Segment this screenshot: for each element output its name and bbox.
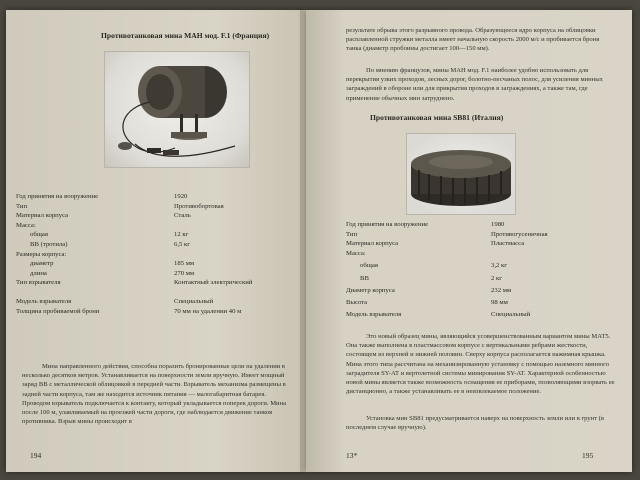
right-top-text-2: По мнению французов, мины МАН мод. F.1 наиболее удобно использовать для перекрытия узких проходов, лесных дорог, болотно-песчаных полос, для усиления минных заграждений в обороне или для прикрытия проходов в заграждениях, а также там, где применение обычных мин затруднено. — [346, 67, 603, 102]
spec-row: общая 3,2 кг — [360, 262, 508, 270]
left-body-text: Мина направленного действия, способна поразить бронированные цели на удалении в несколько десятков метров. Устанавливается на поверхности земли вручную. Имеет мощный заряд ВВ с металлической облицовкой в передней части. Взрыватель механизма размещены в задней части корпуса, там же находится источник питания — малогабаритная батарея. Проводом взрыватель подключается к контакту, который укладывается поперек дороги. Мина после 100 м, улавливаемый на проезжей части дороги, где наблюдается движение танков противника. Взрыв мины происходит в — [22, 363, 287, 426]
spec-row: Модель взрывателя Специальный — [16, 298, 214, 306]
right-body-text-1: Это новый образец мины, являющийся усовершенствованным вариантом мины МАТ5. Она также выполнена в пластмассовом корпусе с вертикальными ребрами жесткости, состоящем из верхней и нижней половин. Сверху корпуса располагается нажимная крышка. Мина этого типа рассчитана на механизированную установку с помощью наземного минного заградителя SY-AT и вертолетной системы минирования SY-AT. Характерной особенностью новой мины является также возможность оснащения ее приборами, позволяющими взорвать ее дистанционно, а также устанавливать ее в неизвлекаемое положение. — [346, 333, 615, 396]
spec-row: Размеры корпуса: — [16, 250, 67, 258]
mine-photo-sb81 — [406, 133, 516, 215]
spec-row: Год принятия на вооружение 1980 — [346, 221, 505, 228]
spec-row: Год принятия на вооружение 1920 — [16, 193, 188, 200]
mine-photo-man-f1 — [104, 51, 250, 168]
right-page-title: Противотанковая мина SB81 (Италия) — [370, 113, 504, 122]
right-page-number: 195 — [582, 451, 594, 460]
mine-image — [407, 134, 515, 214]
left-spec-table — [16, 193, 301, 327]
left-page-title: Противотанковая мина МАН мод. F.1 (Франция) — [101, 31, 270, 40]
spec-row: ВВ 2 кг — [360, 275, 503, 283]
spec-row: длина 270 мм — [30, 269, 195, 277]
spec-row: Тип Противогусеничная — [346, 230, 548, 238]
spec-row: ВВ (тротила) 6,5 кг — [30, 240, 191, 248]
spec-row: Масса: — [16, 221, 36, 229]
right-page — [306, 10, 632, 472]
spec-row: Материал корпуса Сталь — [16, 212, 191, 220]
spec-row: Материал корпуса Пластмасса — [346, 240, 525, 248]
right-top-text-1: результате обрыва этого разрывного провода. Образующееся ядро корпуса на облицовки расплавленной стружки металла имеет начальную скорость 2000 м/с и пробивается броня танка (диаметр пробоины достигает 100—150 мм). — [346, 27, 600, 53]
spec-row: диаметр 185 мм — [30, 260, 195, 268]
spec-row: Масса: — [346, 249, 366, 257]
spec-row: общая 12 кг — [30, 231, 189, 239]
left-page-number: 194 — [30, 451, 42, 460]
spec-row: Тип взрывателя Контактный электрический — [16, 279, 253, 287]
spec-row: Толщина пробиваемой брони 70 мм на удалении 40 м — [16, 307, 242, 315]
spec-row: Модель взрывателя Специальный — [346, 311, 531, 319]
signature-mark: 13* — [346, 451, 358, 460]
spec-row: Тип Противобортовая — [16, 202, 224, 210]
spec-row: Высота 98 мм — [346, 299, 508, 307]
right-body-text-2: Установка мин SB81 предусматривается наверх на поверхность земли или в грунт (в последнем случае вручную). — [346, 415, 605, 432]
mine-image — [105, 52, 249, 167]
left-page — [6, 10, 306, 472]
right-spec-table — [346, 221, 626, 321]
spec-row: Диаметр корпуса 232 мм — [346, 287, 512, 295]
